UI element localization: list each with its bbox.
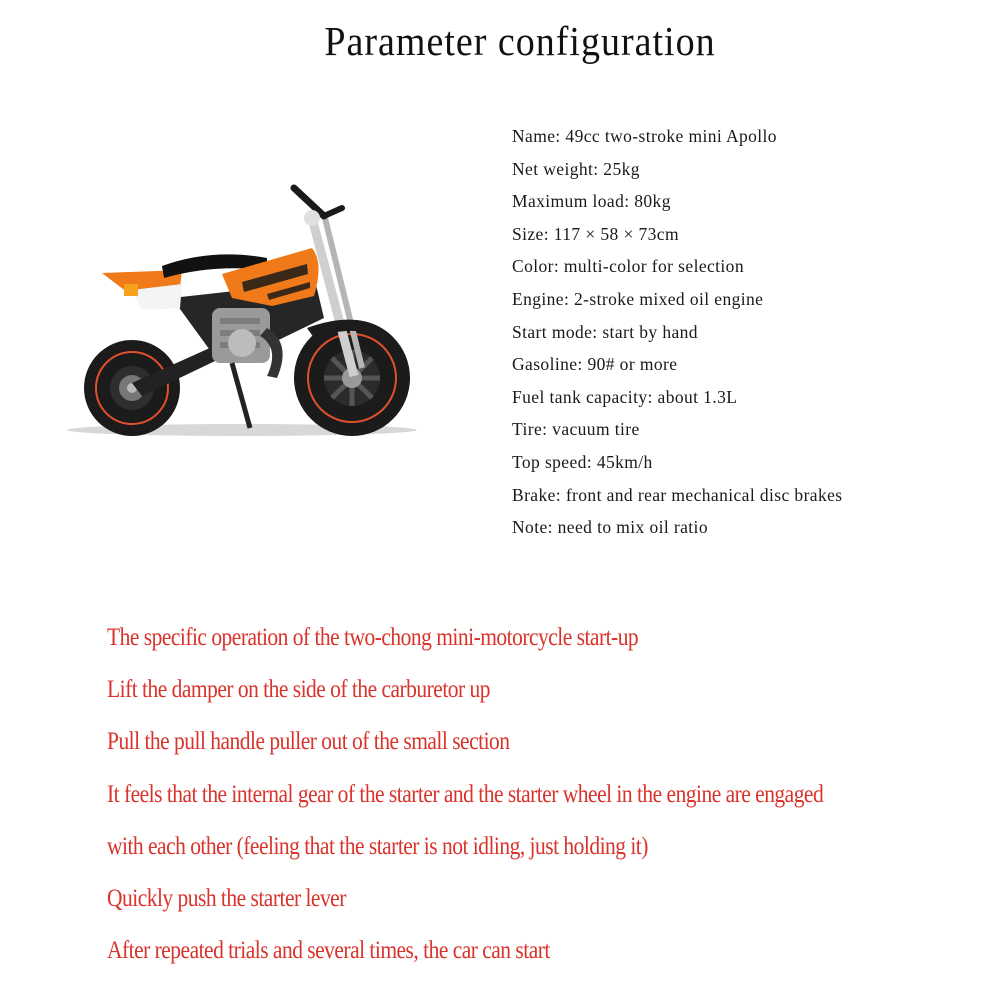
spec-start-mode: Start mode: start by hand bbox=[512, 321, 698, 342]
spec-size: Size: 117 × 58 × 73cm bbox=[512, 223, 679, 244]
spec-brake: Brake: front and rear mechanical disc brakes bbox=[512, 484, 843, 505]
spec-net-weight: Net weight: 25kg bbox=[512, 158, 640, 179]
spec-color: Color: multi-color for selection bbox=[512, 256, 744, 277]
step-line: Quickly push the starter lever bbox=[107, 884, 346, 912]
step-line: with each other (feeling that the starter is not idling, just holding it) bbox=[107, 832, 648, 860]
spec-name: Name: 49cc two-stroke mini Apollo bbox=[512, 126, 777, 146]
startup-steps bbox=[107, 612, 987, 977]
spec-top-speed: Top speed: 45km/h bbox=[512, 451, 653, 472]
motorcycle-image bbox=[62, 178, 422, 448]
step-line: The specific operation of the two-chong mini-motorcycle start-up bbox=[107, 624, 639, 651]
spec-note: Note: need to mix oil ratio bbox=[512, 517, 708, 538]
step-line: It feels that the internal gear of the starter and the starter wheel in the engine are engaged bbox=[107, 780, 824, 808]
step-line: Lift the damper on the side of the carburetor up bbox=[107, 676, 490, 704]
spec-max-load: Maximum load: 80kg bbox=[512, 191, 671, 212]
spec-gasoline: Gasoline: 90# or more bbox=[512, 354, 678, 375]
page-title: Parameter configuration bbox=[324, 19, 716, 65]
spec-fuel-tank: Fuel tank capacity: about 1.3L bbox=[512, 386, 738, 407]
spec-list bbox=[512, 120, 992, 544]
step-line: After repeated trials and several times, the car can start bbox=[107, 937, 550, 965]
spec-engine: Engine: 2-stroke mixed oil engine bbox=[512, 288, 764, 309]
step-line: Pull the pull handle puller out of the small section bbox=[107, 728, 510, 756]
spec-tire: Tire: vacuum tire bbox=[512, 419, 640, 440]
